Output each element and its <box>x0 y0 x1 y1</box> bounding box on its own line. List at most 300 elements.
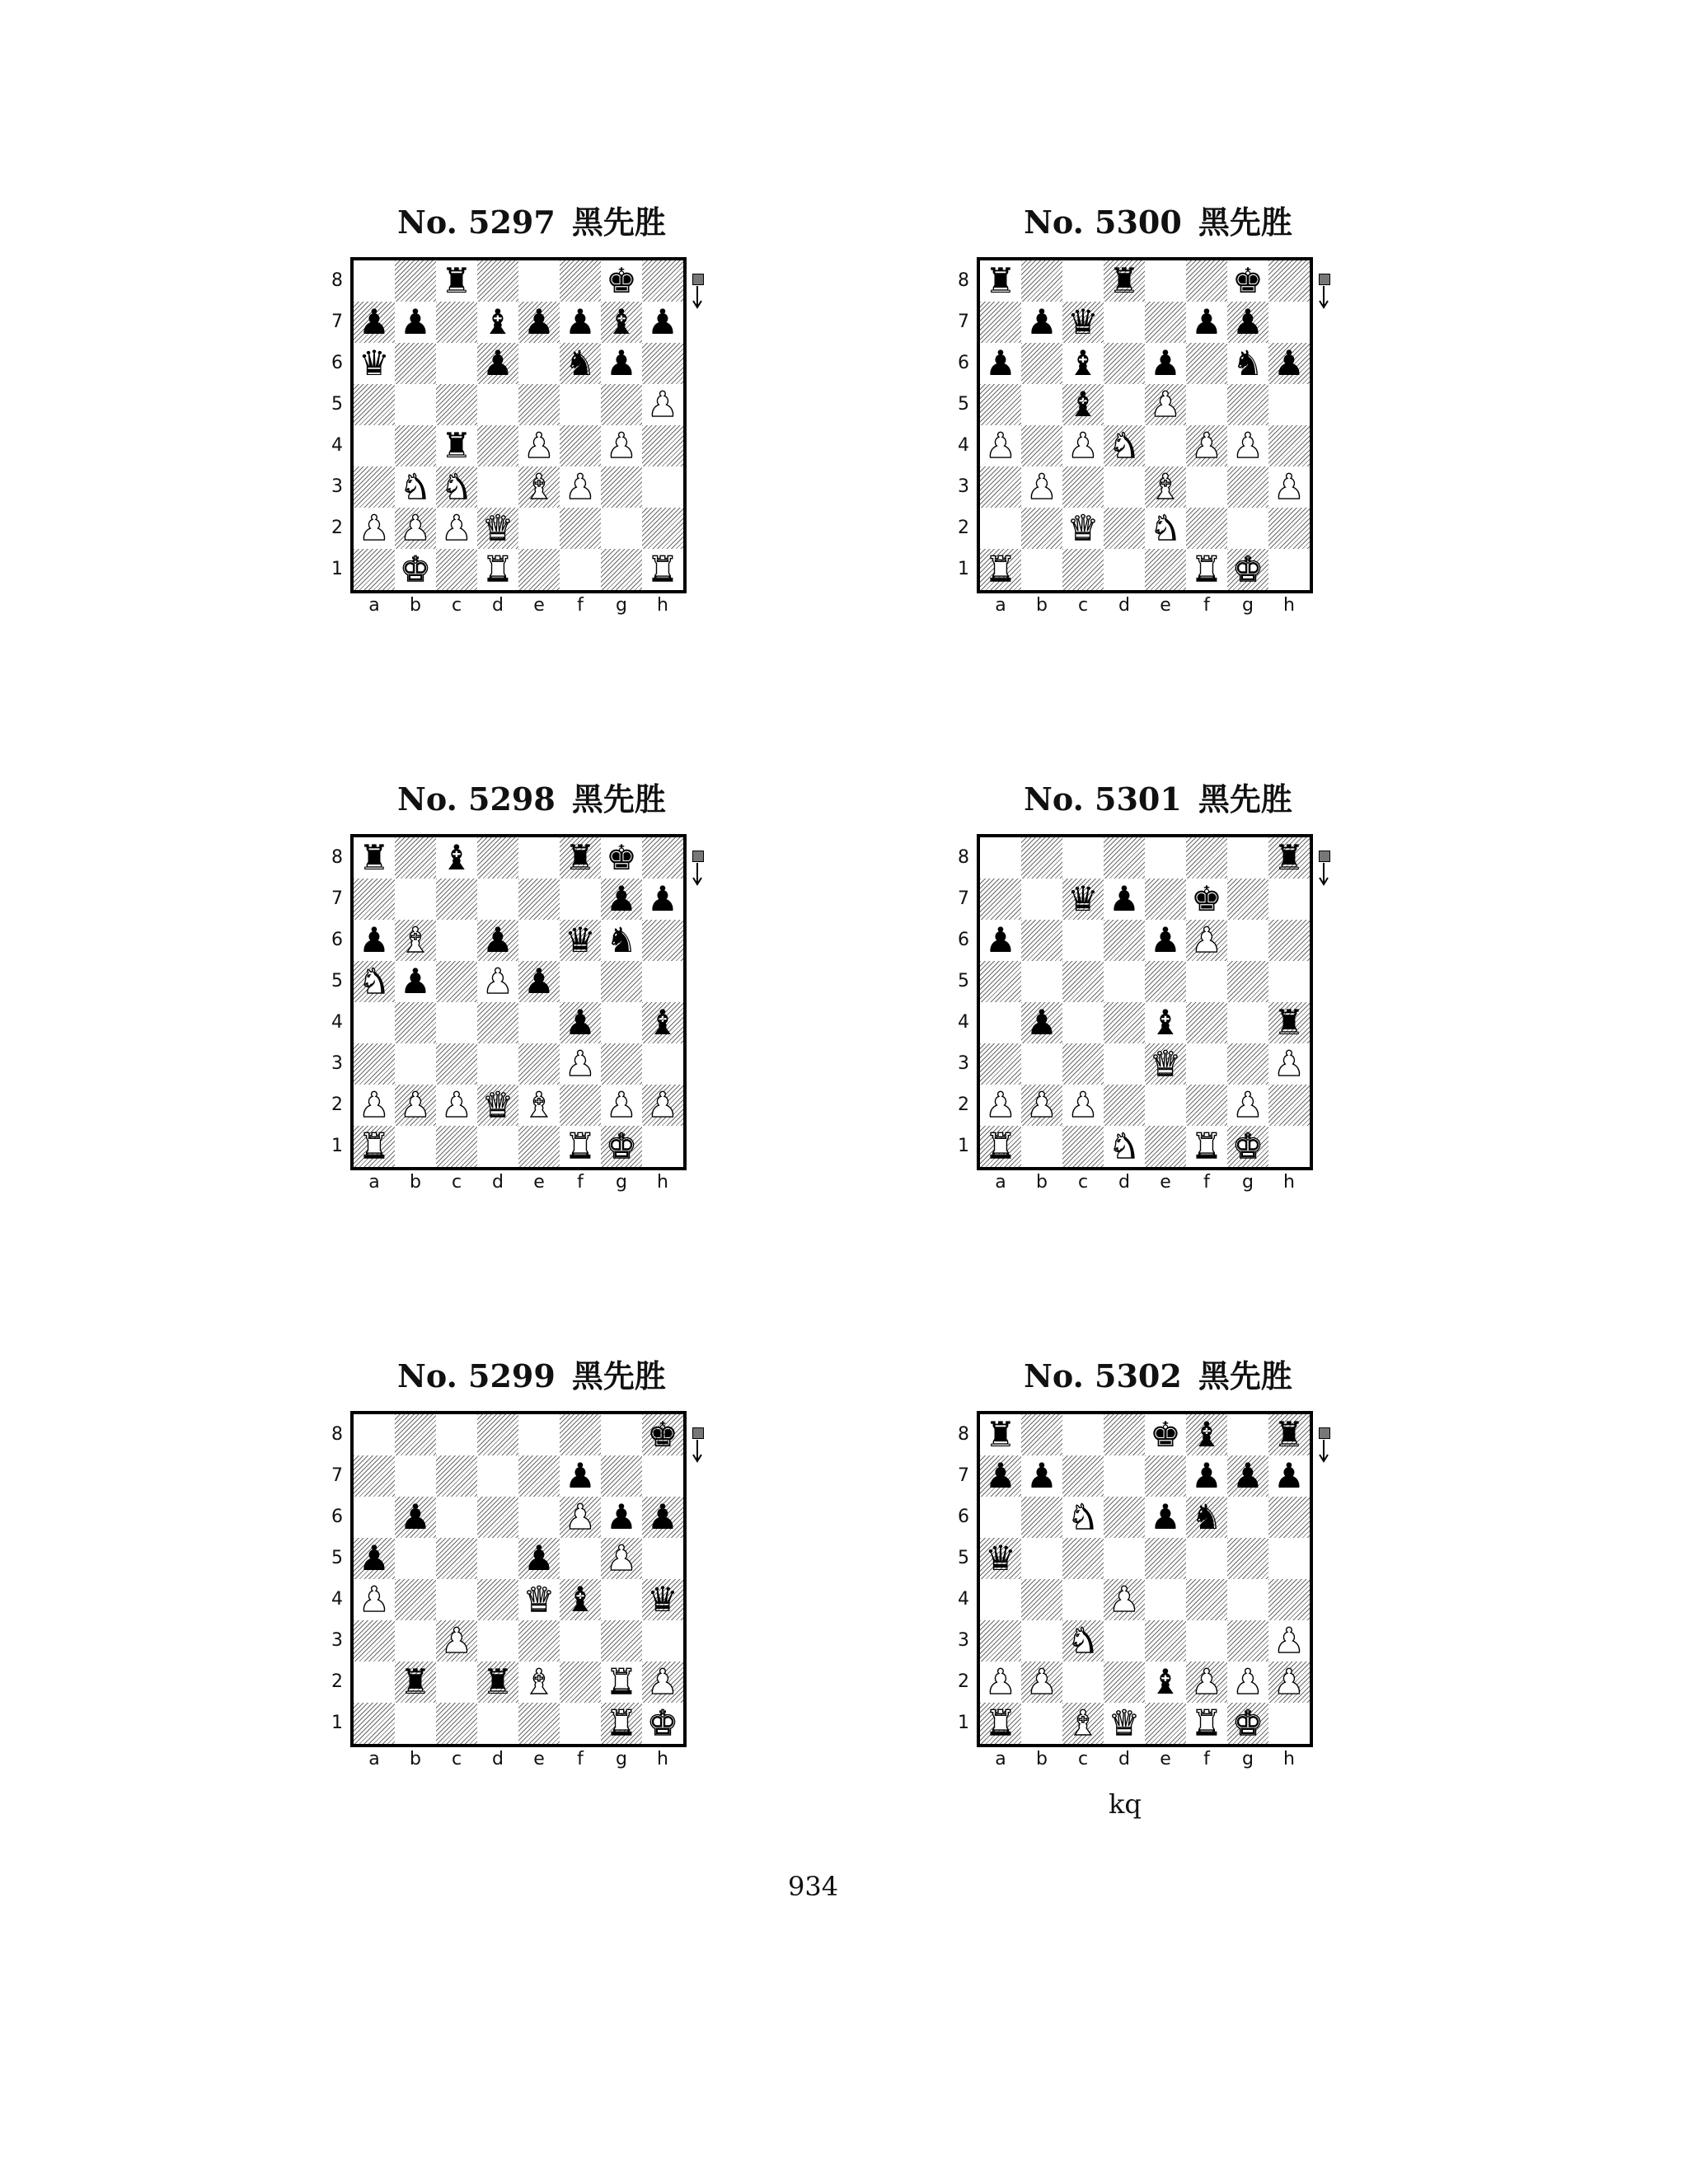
square-d5 <box>477 961 518 1002</box>
square-c1 <box>1062 1703 1104 1744</box>
black-queen-icon: ♛ <box>359 343 390 383</box>
white-pawn-icon: ♟ <box>985 1085 1016 1125</box>
square-b7 <box>1021 302 1062 343</box>
square-b1 <box>1021 1126 1062 1167</box>
rank-label: 1 <box>958 559 969 579</box>
rank-label: 3 <box>958 476 969 497</box>
square-e1 <box>1145 1703 1186 1744</box>
square-d5 <box>1104 961 1145 1002</box>
square-e5 <box>518 961 560 1002</box>
file-label: a <box>995 595 1006 616</box>
square-c5 <box>436 1538 477 1579</box>
black-to-move-icon <box>1316 851 1333 892</box>
file-label: e <box>1160 1749 1171 1769</box>
black-pawn-icon: ♟ <box>647 879 678 919</box>
rank-label: 8 <box>331 847 343 868</box>
file-label: c <box>1077 595 1089 616</box>
square-b3 <box>395 1043 436 1085</box>
square-g7 <box>601 879 642 920</box>
black-queen-icon: ♛ <box>1067 302 1099 342</box>
square-b4 <box>395 425 436 466</box>
square-e4 <box>1145 1579 1186 1620</box>
square-c3 <box>1062 1620 1104 1661</box>
square-e6 <box>1145 1497 1186 1538</box>
square-f3 <box>560 1043 601 1085</box>
rank-label: 1 <box>958 1713 969 1733</box>
square-c2 <box>436 1661 477 1703</box>
square-e1 <box>1145 1126 1186 1167</box>
white-pawn-icon: ♟ <box>1067 425 1099 466</box>
square-g6 <box>601 920 642 961</box>
square-g7 <box>601 1455 642 1497</box>
square-h1 <box>1268 1703 1310 1744</box>
black-pawn-icon: ♟ <box>1273 1455 1305 1496</box>
square-a3 <box>354 1620 395 1661</box>
square-f7 <box>560 1455 601 1497</box>
square-b5 <box>395 384 436 425</box>
square-g5 <box>601 961 642 1002</box>
black-queen-icon: ♛ <box>565 920 596 960</box>
square-c3 <box>436 1043 477 1085</box>
square-f8 <box>560 837 601 879</box>
square-g5 <box>1227 961 1268 1002</box>
square-c7 <box>1062 1455 1104 1497</box>
chess-diagram <box>331 198 812 659</box>
square-e8 <box>1145 260 1186 302</box>
rank-label: 1 <box>331 1136 343 1156</box>
white-pawn-icon: ♟ <box>985 1661 1016 1702</box>
square-e6 <box>518 1497 560 1538</box>
square-g3 <box>1227 466 1268 508</box>
black-rook-icon: ♜ <box>1273 1414 1305 1455</box>
black-pawn-icon: ♟ <box>1232 1455 1264 1496</box>
square-f2 <box>1186 508 1227 549</box>
white-rook-icon: ♜ <box>985 1703 1016 1743</box>
square-b5 <box>395 1538 436 1579</box>
square-c4 <box>436 1002 477 1043</box>
square-b6 <box>1021 1497 1062 1538</box>
square-f2 <box>1186 1085 1227 1126</box>
square-h8 <box>642 1414 683 1455</box>
square-h8 <box>642 260 683 302</box>
black-bishop-icon: ♝ <box>1067 343 1099 383</box>
square-c8 <box>436 260 477 302</box>
square-h3 <box>1268 466 1310 508</box>
rank-label: 4 <box>331 435 343 456</box>
square-a3 <box>354 1043 395 1085</box>
square-a1 <box>354 1126 395 1167</box>
square-e8 <box>518 837 560 879</box>
square-g4 <box>601 425 642 466</box>
square-b2 <box>395 1661 436 1703</box>
rank-label: 8 <box>958 847 969 868</box>
square-b7 <box>395 879 436 920</box>
square-a7 <box>354 879 395 920</box>
square-d8 <box>477 1414 518 1455</box>
square-a6 <box>980 343 1021 384</box>
black-bishop-icon: ♝ <box>606 302 637 342</box>
rank-label: 6 <box>958 353 969 373</box>
square-g8 <box>1227 1414 1268 1455</box>
diagram-title <box>927 775 1389 824</box>
diagram-title <box>301 1352 762 1401</box>
square-e1 <box>518 1126 560 1167</box>
square-g1 <box>1227 549 1268 590</box>
square-a7 <box>354 302 395 343</box>
square-g4 <box>601 1002 642 1043</box>
file-label: e <box>533 595 545 616</box>
square-c1 <box>1062 549 1104 590</box>
rank-label: 3 <box>958 1630 969 1651</box>
diagram-note: kq <box>1109 1788 1142 1820</box>
square-e8 <box>518 260 560 302</box>
square-d4 <box>1104 1579 1145 1620</box>
rank-label: 7 <box>331 1465 343 1486</box>
square-c6 <box>436 343 477 384</box>
black-pawn-icon: ♟ <box>985 920 1016 960</box>
square-c2 <box>1062 1085 1104 1126</box>
rank-label: 3 <box>331 1630 343 1651</box>
square-h1 <box>642 1703 683 1744</box>
square-e2 <box>1145 508 1186 549</box>
square-a2 <box>354 1661 395 1703</box>
square-f1 <box>560 1126 601 1167</box>
white-pawn-icon: ♟ <box>1191 425 1222 466</box>
square-c8 <box>1062 837 1104 879</box>
black-pawn-icon: ♟ <box>1109 879 1140 919</box>
square-h2 <box>642 1085 683 1126</box>
square-b8 <box>1021 837 1062 879</box>
square-h6 <box>1268 343 1310 384</box>
square-f7 <box>1186 879 1227 920</box>
square-g2 <box>601 1085 642 1126</box>
black-rook-icon: ♜ <box>1109 260 1140 301</box>
square-d8 <box>1104 1414 1145 1455</box>
black-knight-icon: ♞ <box>606 920 637 960</box>
rank-label: 7 <box>331 312 343 332</box>
square-f5 <box>560 1538 601 1579</box>
white-rook-icon: ♜ <box>1191 549 1222 589</box>
square-g4 <box>601 1579 642 1620</box>
black-queen-icon: ♛ <box>985 1538 1016 1578</box>
file-label: b <box>1036 1749 1048 1769</box>
white-knight-icon: ♞ <box>1150 508 1181 548</box>
black-rook-icon: ♜ <box>400 1661 431 1702</box>
square-f3 <box>1186 1043 1227 1085</box>
square-e5 <box>518 384 560 425</box>
white-rook-icon: ♜ <box>1191 1126 1222 1166</box>
square-b8 <box>1021 260 1062 302</box>
black-rook-icon: ♜ <box>1273 837 1305 878</box>
white-knight-icon: ♞ <box>359 961 390 1001</box>
file-label: d <box>492 1172 504 1193</box>
file-label: g <box>616 595 627 616</box>
square-a5 <box>354 384 395 425</box>
square-d2 <box>477 508 518 549</box>
square-a5 <box>354 961 395 1002</box>
diagram-caption: 黑先胜 <box>571 1358 666 1394</box>
file-label: b <box>410 1749 421 1769</box>
white-bishop-icon: ♝ <box>523 466 555 507</box>
square-d4 <box>477 425 518 466</box>
rank-label: 4 <box>958 1589 969 1610</box>
square-d8 <box>477 837 518 879</box>
square-e5 <box>1145 961 1186 1002</box>
diagram-title <box>927 198 1389 247</box>
file-label: c <box>451 595 462 616</box>
white-knight-icon: ♞ <box>1067 1620 1099 1661</box>
square-g5 <box>1227 1538 1268 1579</box>
square-e4 <box>518 1002 560 1043</box>
square-f5 <box>1186 1538 1227 1579</box>
black-bishop-icon: ♝ <box>441 837 472 878</box>
square-f5 <box>560 961 601 1002</box>
square-b1 <box>1021 549 1062 590</box>
square-b3 <box>1021 1620 1062 1661</box>
square-d2 <box>1104 508 1145 549</box>
rank-label: 5 <box>958 394 969 415</box>
black-queen-icon: ♛ <box>1067 879 1099 919</box>
square-e4 <box>1145 1002 1186 1043</box>
square-e1 <box>518 1703 560 1744</box>
diagram-number: No. 5301 <box>1024 780 1182 818</box>
square-c3 <box>436 1620 477 1661</box>
square-e2 <box>518 508 560 549</box>
square-g7 <box>1227 879 1268 920</box>
diagram-caption: 黑先胜 <box>1198 781 1292 818</box>
square-a1 <box>980 549 1021 590</box>
square-e7 <box>518 302 560 343</box>
square-a2 <box>354 508 395 549</box>
square-h4 <box>1268 425 1310 466</box>
rank-label: 6 <box>331 930 343 950</box>
rank-label: 5 <box>331 394 343 415</box>
white-knight-icon: ♞ <box>1109 1126 1140 1166</box>
rank-label: 8 <box>331 270 343 291</box>
square-c8 <box>1062 1414 1104 1455</box>
square-h5 <box>1268 1538 1310 1579</box>
square-h1 <box>642 1126 683 1167</box>
square-g5 <box>1227 384 1268 425</box>
file-label: g <box>1242 595 1254 616</box>
square-g4 <box>1227 425 1268 466</box>
black-to-move-icon <box>1316 1427 1333 1469</box>
square-a3 <box>980 1620 1021 1661</box>
square-e3 <box>1145 466 1186 508</box>
black-pawn-icon: ♟ <box>985 343 1016 383</box>
black-bishop-icon: ♝ <box>565 1579 596 1619</box>
diagram-title <box>927 1352 1389 1401</box>
square-a5 <box>980 1538 1021 1579</box>
rank-label: 3 <box>331 476 343 497</box>
rank-label: 7 <box>958 1465 969 1486</box>
black-pawn-icon: ♟ <box>359 1538 390 1578</box>
square-a8 <box>354 1414 395 1455</box>
square-h3 <box>642 1043 683 1085</box>
square-h3 <box>1268 1043 1310 1085</box>
square-c5 <box>436 384 477 425</box>
square-e7 <box>1145 879 1186 920</box>
white-king-icon: ♚ <box>1232 549 1264 589</box>
square-d4 <box>477 1579 518 1620</box>
rank-label: 2 <box>331 518 343 538</box>
square-b3 <box>1021 466 1062 508</box>
square-f4 <box>1186 1002 1227 1043</box>
square-e1 <box>518 549 560 590</box>
black-bishop-icon: ♝ <box>1150 1002 1181 1043</box>
square-f5 <box>1186 384 1227 425</box>
square-b1 <box>395 1126 436 1167</box>
square-h2 <box>1268 1661 1310 1703</box>
square-b5 <box>395 961 436 1002</box>
square-g6 <box>1227 1497 1268 1538</box>
square-h1 <box>642 549 683 590</box>
square-g2 <box>601 508 642 549</box>
diagram-caption: 黑先胜 <box>571 204 666 241</box>
square-a1 <box>354 1703 395 1744</box>
file-label: b <box>1036 1172 1048 1193</box>
square-h1 <box>1268 549 1310 590</box>
square-d4 <box>1104 425 1145 466</box>
file-label: h <box>657 1749 668 1769</box>
square-f1 <box>1186 1126 1227 1167</box>
white-pawn-icon: ♟ <box>647 1661 678 1702</box>
square-c6 <box>1062 920 1104 961</box>
square-a7 <box>980 1455 1021 1497</box>
square-g1 <box>601 1126 642 1167</box>
white-king-icon: ♚ <box>1232 1126 1264 1166</box>
white-queen-icon: ♛ <box>482 1085 513 1125</box>
file-label: f <box>1203 1749 1210 1769</box>
white-knight-icon: ♞ <box>1067 1497 1099 1537</box>
square-h7 <box>1268 1455 1310 1497</box>
black-to-move-icon <box>690 274 706 315</box>
white-bishop-icon: ♝ <box>1067 1703 1099 1743</box>
square-d3 <box>477 466 518 508</box>
square-a1 <box>980 1126 1021 1167</box>
square-h3 <box>642 466 683 508</box>
square-f3 <box>1186 466 1227 508</box>
square-c1 <box>436 1126 477 1167</box>
square-c8 <box>436 1414 477 1455</box>
white-queen-icon: ♛ <box>1109 1703 1140 1743</box>
file-label: g <box>616 1172 627 1193</box>
square-a2 <box>980 1661 1021 1703</box>
square-g1 <box>601 1703 642 1744</box>
square-c5 <box>436 961 477 1002</box>
square-g3 <box>601 466 642 508</box>
white-pawn-icon: ♟ <box>606 1538 637 1578</box>
file-label: e <box>533 1749 545 1769</box>
white-knight-icon: ♞ <box>1109 425 1140 466</box>
black-to-move-icon <box>1316 274 1333 315</box>
square-e7 <box>518 1455 560 1497</box>
black-king-icon: ♚ <box>647 1414 678 1455</box>
black-bishop-icon: ♝ <box>1067 384 1099 424</box>
diagram-title <box>301 198 762 247</box>
square-b6 <box>395 1497 436 1538</box>
square-g1 <box>601 549 642 590</box>
square-d1 <box>1104 549 1145 590</box>
square-h4 <box>1268 1579 1310 1620</box>
white-queen-icon: ♛ <box>1067 508 1099 548</box>
white-pawn-icon: ♟ <box>1232 425 1264 466</box>
square-d6 <box>1104 920 1145 961</box>
square-a3 <box>980 1043 1021 1085</box>
square-d1 <box>1104 1126 1145 1167</box>
chess-board <box>350 257 687 593</box>
black-knight-icon: ♞ <box>565 343 596 383</box>
black-pawn-icon: ♟ <box>606 1497 637 1537</box>
square-a1 <box>354 549 395 590</box>
rank-label: 8 <box>331 1424 343 1445</box>
file-label: c <box>451 1172 462 1193</box>
square-d2 <box>1104 1661 1145 1703</box>
square-b6 <box>1021 343 1062 384</box>
square-a8 <box>354 837 395 879</box>
rank-label: 4 <box>331 1012 343 1033</box>
black-pawn-icon: ♟ <box>606 343 637 383</box>
white-pawn-icon: ♟ <box>359 1085 390 1125</box>
square-e7 <box>1145 302 1186 343</box>
black-pawn-icon: ♟ <box>359 302 390 342</box>
square-c6 <box>436 1497 477 1538</box>
file-label: d <box>1118 1749 1130 1769</box>
square-f1 <box>1186 1703 1227 1744</box>
white-pawn-icon: ♟ <box>1273 1043 1305 1084</box>
white-pawn-icon: ♟ <box>1026 466 1057 507</box>
square-e3 <box>518 466 560 508</box>
square-f2 <box>560 508 601 549</box>
square-b4 <box>1021 425 1062 466</box>
chess-diagram <box>958 1352 1438 1813</box>
black-pawn-icon: ♟ <box>523 961 555 1001</box>
black-rook-icon: ♜ <box>441 260 472 301</box>
rank-label: 1 <box>331 1713 343 1733</box>
black-pawn-icon: ♟ <box>1026 1455 1057 1496</box>
diagram-title <box>301 775 762 824</box>
square-d1 <box>477 1126 518 1167</box>
square-f6 <box>1186 343 1227 384</box>
square-e8 <box>1145 837 1186 879</box>
square-e3 <box>1145 1043 1186 1085</box>
square-b6 <box>395 920 436 961</box>
square-a4 <box>354 1579 395 1620</box>
square-b2 <box>1021 1661 1062 1703</box>
square-e4 <box>518 1579 560 1620</box>
square-b3 <box>395 466 436 508</box>
white-rook-icon: ♜ <box>985 1126 1016 1166</box>
square-h7 <box>1268 879 1310 920</box>
white-pawn-icon: ♟ <box>1191 1661 1222 1702</box>
rank-label: 1 <box>958 1136 969 1156</box>
rank-label: 4 <box>331 1589 343 1610</box>
file-label: g <box>1242 1172 1254 1193</box>
square-c8 <box>436 837 477 879</box>
square-g7 <box>1227 302 1268 343</box>
white-pawn-icon: ♟ <box>565 1497 596 1537</box>
rank-label: 4 <box>958 435 969 456</box>
white-pawn-icon: ♟ <box>1067 1085 1099 1125</box>
square-d1 <box>477 1703 518 1744</box>
square-e7 <box>518 879 560 920</box>
square-e5 <box>1145 384 1186 425</box>
square-f7 <box>1186 302 1227 343</box>
square-d3 <box>477 1620 518 1661</box>
square-h2 <box>1268 508 1310 549</box>
chess-diagram <box>958 775 1438 1236</box>
square-h7 <box>642 1455 683 1497</box>
